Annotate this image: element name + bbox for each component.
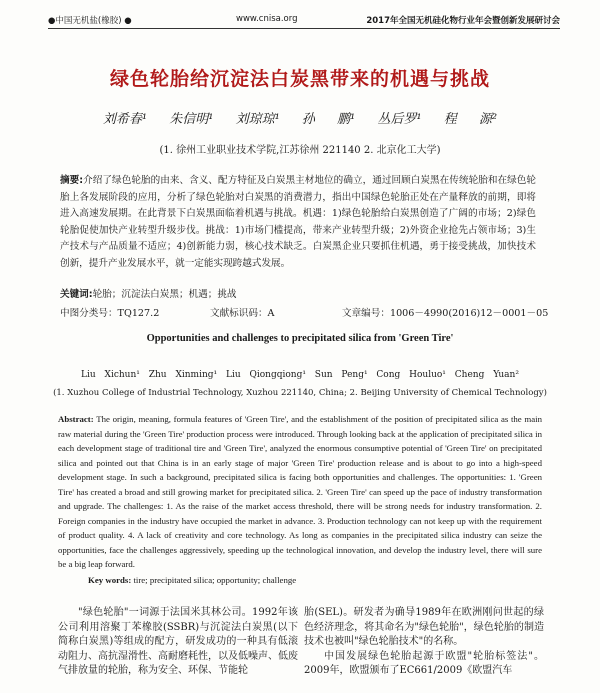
title-english: Opportunities and challenges to precipitated silica from 'Green Tire' — [146, 333, 454, 344]
journal-name: ●中国无机盐(橡胶) ● — [48, 16, 132, 26]
authors-chinese: 刘希春¹ 朱信明¹ 刘琼琼¹ 孙 鹏¹ 丛后罗¹ 程 源² — [102, 112, 498, 127]
body-paragraph: 中国发展绿色轮胎起源于欧盟"轮胎标签法"。2009年，欧盟颁布了EC661/2009《欧盟汽车 — [304, 650, 544, 677]
abstract-en-text: The origin, meaning, formula features of 'Green Tire', and the establishment of the position of precipitated silica as the main raw material during the 'Green Tire' production process were introduced. Through looking back at the application of precipitated silica in each development stage of traditional tire and 'Green Tire', analyzed the enormous consumptive potential of 'Green Tire' on precipitated silica and pointed out that China is in an early stage of major 'Green Tire' production release and is about to go into a high-speed development stage. In such a background, precipitated silica is facing both opportunities and challenges. The opportunities: 1. 'Green Tire' has created a broad and still growing market for precipitated silica. 2. 'Green Tire' can speed up the pace of industry transformation and upgrade. The challenges: 1. As the raise of the market access threshold, there will be strong needs for industry transformation. 2. Foreign companies in the industry have occupied the market in advance. 3. Production technology can not keep up with the requirement of product quality. 4. A lack of creativity and core technology. As long as companies in the precipitated silica industry can seize the opportunities, face the challenges aggressively, speeding up the technological innovation, and develop the industry level, there will sure be a big leap forward. — [58, 414, 542, 569]
abstract-cn-label: 摘要: — [60, 175, 84, 186]
title-chinese: 绿色轮胎给沉淀法白炭黑带来的机遇与挑战 — [109, 68, 490, 90]
article-number: 文章编号：1006－4990(2016)12－0001－05 — [342, 308, 549, 319]
body-column-right — [304, 606, 544, 679]
classification-number: 中图分类号：TQ127.2 — [60, 308, 160, 319]
header-rule — [48, 28, 560, 29]
body-paragraph: "绿色轮胎"一词源于法国米其林公司。1992年该公司利用溶聚丁苯橡胶(SSBR)与沉淀法白炭黑(以下简称白炭黑)等组成的配方，研发成功的一种具有低滚动阻力、高抗湿滑性、高耐磨耗性，以及低噪声、低废气排放量的轮胎，称为安全、环保、节能轮 — [58, 607, 298, 677]
journal-website: www.cnisa.org — [236, 14, 298, 24]
affiliation-chinese: (1. 徐州工业职业技术学院,江苏徐州 221140 2. 北京化工大学) — [159, 145, 441, 156]
authors-english: Liu Xichun¹ Zhu Xinming¹ Liu Qiongqiong¹ Sun Peng¹ Cong Houluo¹ Cheng Yuan² — [81, 370, 519, 380]
keywords-en-label: Key words: — [88, 575, 132, 585]
abstract-english — [58, 412, 542, 572]
keywords-cn-text: 轮胎；沉淀法白炭黑；机遇；挑战 — [92, 289, 237, 300]
keywords-english — [88, 575, 548, 585]
abstract-cn-text: 介绍了绿色轮胎的由来、含义、配方特征及白炭黑主材地位的确立，通过回顾白炭黑在传统轮胎和在绿色轮胎上各发展阶段的应用，分析了绿色轮胎对白炭黑的消费潜力，指出中国绿色轮胎正处在产量释放的前期，即将进入高速发展期。在此背景下白炭黑面临着机遇与挑战。机遇：1)绿色轮胎给白炭黑创造了广阔的市场；2)绿色轮胎促使加快产业转型升级步伐。挑战：1)市场门槛提高，带来产业转型升级；2)外资企业抢先占领市场；3)生产技术与产品质量不适应；4)创新能力弱，核心技术缺乏。白炭黑企业只要抓住机遇，勇于接受挑战，加快技术创新，提升产业发展水平，就一定能实现跨越式发展。 — [60, 175, 536, 269]
body-column-left — [58, 606, 298, 679]
event-name: 2017年全国无机硅化物行业年会暨创新发展研讨会 — [366, 16, 560, 26]
keywords-chinese — [60, 286, 540, 300]
document-code: 文献标识码：A — [210, 308, 275, 319]
body-paragraph: 胎(SEL)。研发者为确导1989年在欧洲刚问世起的绿色经济理念，将其命名为"绿色轮胎"，绿色轮胎的制造技术也被叫"绿色轮胎技术"的名称。 — [304, 607, 544, 648]
affiliation-english: (1. Xuzhou College of Industrial Technology, Xuzhou 221140, China; 2. Beijing University of Chemical Technology) — [53, 388, 547, 398]
abstract-chinese — [60, 173, 536, 272]
classification-row — [60, 305, 549, 319]
keywords-cn-label: 关键词: — [60, 289, 93, 300]
keywords-en-text: tire; precipitated silica; opportunity; challenge — [133, 575, 297, 585]
running-header — [48, 12, 560, 28]
abstract-en-label: Abstract: — [58, 414, 94, 424]
